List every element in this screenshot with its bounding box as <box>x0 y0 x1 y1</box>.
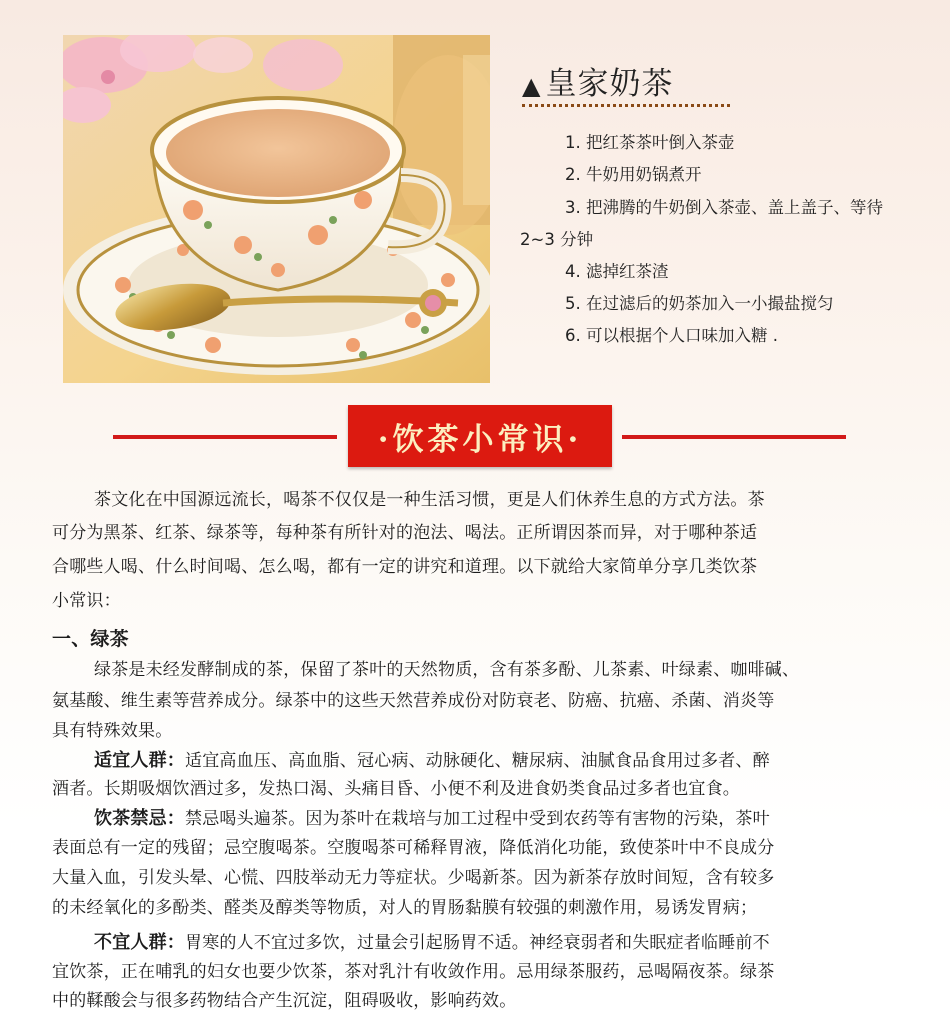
intro-paragraph-line: 小常识： <box>52 591 121 611</box>
unsuitable-line <box>94 928 770 954</box>
recipe-title-text: 皇家奶茶 <box>545 66 674 102</box>
milk-tea-photo <box>63 35 490 383</box>
desc-line: 具有特殊效果。 <box>52 721 173 741</box>
recipe-step: 3. 把沸腾的牛奶倒入茶壶、盖上盖子、等待 <box>565 198 883 217</box>
recipe-step: 5. 在过滤后的奶茶加入一小撮盐搅匀 <box>565 294 834 313</box>
suitable-line <box>94 746 770 772</box>
triangle-icon: ▲ <box>522 72 542 100</box>
intro-paragraph-line: 可分为黑茶、红茶、绿茶等，每种茶有所针对的泡法、喝法。正所谓因茶而异，对于哪种茶适 <box>52 523 758 543</box>
intro-paragraph-line: 合哪些人喝、什么时间喝、怎么喝，都有一定的讲究和道理。以下就给大家简单分享几类饮茶 <box>52 557 758 577</box>
recipe-step: 2. 牛奶用奶锅煮开 <box>565 165 702 184</box>
recipe-title <box>522 58 673 103</box>
taboo-line: 的未经氧化的多酚类、醛类及醇类等物质，对人的胃肠黏膜有较强的刺激作用，易诱发胃病； <box>52 898 758 918</box>
recipe-step: 1. 把红茶茶叶倒入茶壶 <box>565 133 735 152</box>
taboo-line: 大量入血，引发头晕、心慌、四肢举动无力等症状。少喝新茶。因为新茶存放时间短，含有较多 <box>52 868 775 888</box>
desc-line: 氨基酸、维生素等营养成分。绿茶中的这些天然营养成份对防衰老、防癌、抗癌、杀菌、消炎等 <box>52 691 775 711</box>
unsuitable-text: 胃寒的人不宜过多饮，过量会引起肠胃不适。神经衰弱者和失眠症者临睡前不 <box>185 933 770 953</box>
unsuitable-line: 宜饮茶，正在哺乳的妇女也要少饮茶，茶对乳汁有收敛作用。忌用绿茶服药，忌喝隔夜茶。绿茶 <box>52 962 775 982</box>
recipe-step: 4. 滤掉红茶渣 <box>565 262 669 281</box>
intro-paragraph-line: 茶文化在中国源远流长，喝茶不仅仅是一种生活习惯，更是人们休养生息的方式方法。茶 <box>94 490 765 510</box>
section-banner: ·饮茶小常识· <box>348 405 612 467</box>
taboo-text: 禁忌喝头遍茶。因为茶叶在栽培与加工过程中受到农药等有害物的污染，茶叶 <box>185 809 770 829</box>
unsuitable-line: 中的鞣酸会与很多药物结合产生沉淀，阻碍吸收，影响药效。 <box>52 991 517 1011</box>
section-heading: 一、绿茶 <box>52 628 129 650</box>
unsuitable-label: 不宜人群： <box>94 932 185 953</box>
suitable-text: 适宜高血压、高血脂、冠心病、动脉硬化、糖尿病、油腻食品食用过多者、醉 <box>185 751 770 771</box>
dotted-divider <box>522 104 730 107</box>
taboo-line: 表面总有一定的残留；忌空腹喝茶。空腹喝茶可稀释胃液，降低消化功能，致使茶叶中不良成分 <box>52 838 775 858</box>
recipe-step-continued: 2~3 分钟 <box>520 230 594 249</box>
recipe-step: 6. 可以根据个人口味加入糖 . <box>565 326 778 345</box>
taboo-label: 饮茶禁忌： <box>94 808 185 829</box>
banner-line-left <box>113 435 337 439</box>
suitable-label: 适宜人群： <box>94 750 185 771</box>
banner-line-right <box>622 435 846 439</box>
taboo-line <box>94 804 770 830</box>
desc-line: 绿茶是未经发酵制成的茶，保留了茶叶的天然物质，含有茶多酚、儿茶素、叶绿素、咖啡碱、 <box>94 660 800 680</box>
suitable-line: 酒者。长期吸烟饮酒过多，发热口渴、头痛目昏、小便不利及进食奶类食品过多者也宜食。 <box>52 779 740 799</box>
